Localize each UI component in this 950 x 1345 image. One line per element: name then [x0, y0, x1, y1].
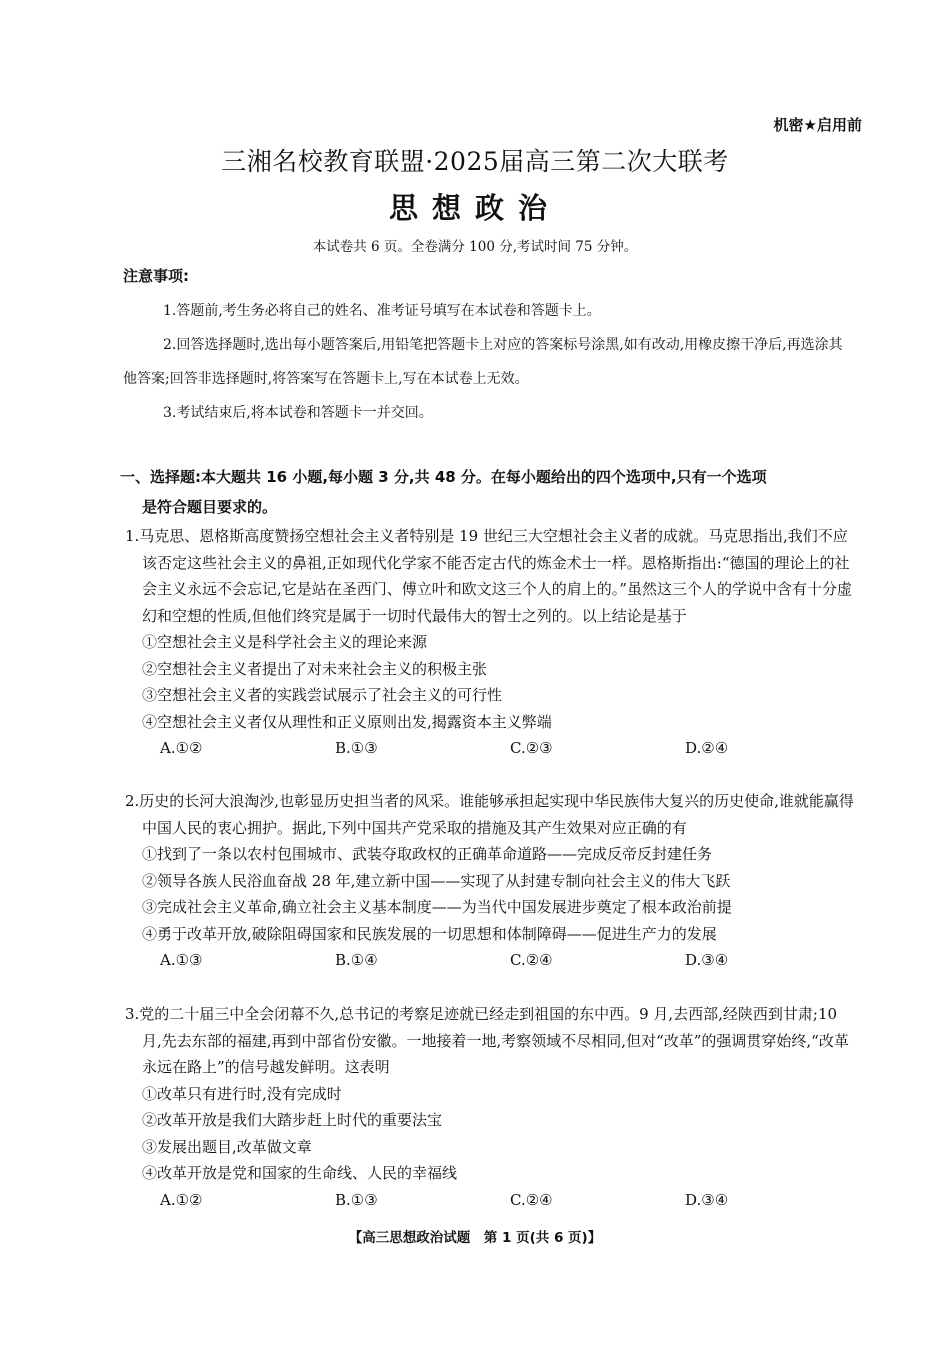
question-3 — [125, 1001, 860, 1213]
answer-choice: D.②④ — [685, 739, 729, 757]
exam-info: 本试卷共 6 页。全卷满分 100 分,考试时间 75 分钟。 — [312, 239, 638, 255]
answer-choice: C.②③ — [510, 739, 553, 757]
section-heading — [120, 462, 860, 522]
answer-choice: A.①③ — [160, 951, 203, 969]
question-option: ④空想社会主义者仅从理性和正义原则出发,揭露资本主义弊端 — [142, 712, 552, 731]
answer-choice: C.②④ — [510, 1190, 553, 1209]
exam-title: 三湘名校教育联盟·2025届高三第二次大联考 — [221, 147, 729, 176]
question-option: ④改革开放是党和国家的生命线、人民的幸福线 — [142, 1164, 458, 1182]
answer-choice: A.①② — [160, 739, 203, 757]
question-1 — [125, 523, 860, 762]
notice-list — [123, 294, 853, 430]
answer-choice: C.②④ — [510, 951, 553, 969]
answer-choice: B.①④ — [335, 951, 378, 969]
question-option: ③发展出题目,改革做文章 — [142, 1137, 312, 1156]
question-stem: 1.马克思、恩格斯高度赞扬空想社会主义者特别是 19 世纪三大空想社会主义者的成就。马克思指出,我们不应该否定这些社会主义的鼻祖,正如现代化学家不能否定古代的炼金术士一样。恩格斯指出:“德国的理论上的社会主义永远不会忘记,它是站在圣西门、傅立叶和欧文这三个人的肩上的。”虽然这三个人的学说中含有十分虚幻和空想的性质,但他们终究是属于一切时代最伟大的智士之列的。以上结论是基于 — [125, 527, 852, 625]
question-2 — [125, 788, 860, 974]
section-heading-line1: 一、选择题:本大题共 16 小题,每小题 3 分,共 48 分。在每小题给出的四个选项中,只有一个选项 — [120, 468, 767, 486]
answer-choice: A.①② — [160, 1190, 203, 1209]
question-option: ②领导各族人民浴血奋战 28 年,建立新中国——实现了从封建专制向社会主义的伟大飞跃 — [142, 871, 731, 890]
answer-choice: D.③④ — [685, 1190, 729, 1209]
question-option: ①找到了一条以农村包围城市、武装夺取政权的正确革命道路——完成反帝反封建任务 — [142, 845, 713, 863]
answer-choices — [125, 947, 860, 974]
question-option: ①改革只有进行时,没有完成时 — [142, 1084, 342, 1103]
question-stem: 3.党的二十届三中全会闭幕不久,总书记的考察足迹就已经走到祖国的东中西。9 月,去西部,经陕西到甘肃;10 月,先去东部的福建,再到中部省份安徽。一地接着一地,考察领域不尽相同,但对“改革”的强调贯穿始终,“改革永远在路上”的信号越发鲜明。这表明 — [125, 1005, 849, 1076]
question-option: ③空想社会主义者的实践尝试展示了社会主义的可行性 — [142, 686, 503, 704]
question-option: ②空想社会主义者提出了对未来社会主义的积极主张 — [142, 659, 488, 678]
answer-choice: B.①③ — [335, 1190, 378, 1209]
notice-item: 2.回答选择题时,选出每小题答案后,用铅笔把答题卡上对应的答案标号涂黑,如有改动,用橡皮擦干净后,再选涂其他答案;回答非选择题时,将答案写在答题卡上,写在本试卷上无效。 — [123, 337, 843, 387]
question-option: ③完成社会主义革命,确立社会主义基本制度——为当代中国发展进步奠定了根本政治前提 — [142, 898, 732, 916]
page-footer: 【高三思想政治试题 第 1 页(共 6 页)】 — [348, 1230, 602, 1246]
question-option: ④勇于改革开放,破除阻碍国家和民族发展的一切思想和体制障碍——促进生产力的发展 — [142, 924, 717, 943]
question-option: ①空想社会主义是科学社会主义的理论来源 — [142, 633, 428, 651]
answer-choice: D.③④ — [685, 951, 729, 969]
confidential-label: 机密★启用前 — [773, 116, 862, 134]
question-option: ②改革开放是我们大踏步赶上时代的重要法宝 — [142, 1111, 443, 1129]
answer-choice: B.①③ — [335, 739, 378, 757]
notice-item: 3.考试结束后,将本试卷和答题卡一并交回。 — [163, 405, 433, 421]
notice-item: 1.答题前,考生务必将自己的姓名、准考证号填写在本试卷和答题卡上。 — [163, 303, 601, 319]
question-stem: 2.历史的长河大浪淘沙,也彰显历史担当者的风采。谁能够承担起实现中华民族伟大复兴的历史使命,谁就能赢得中国人民的衷心拥护。据此,下列中国共产党采取的措施及其产生效果对应正确的有 — [125, 792, 854, 837]
subject-title: 思想政治 — [388, 191, 561, 225]
section-heading-line2: 是符合题目要求的。 — [142, 498, 278, 516]
answer-choices — [125, 735, 860, 762]
notice-heading: 注意事项: — [123, 267, 189, 285]
answer-choices — [125, 1187, 860, 1214]
